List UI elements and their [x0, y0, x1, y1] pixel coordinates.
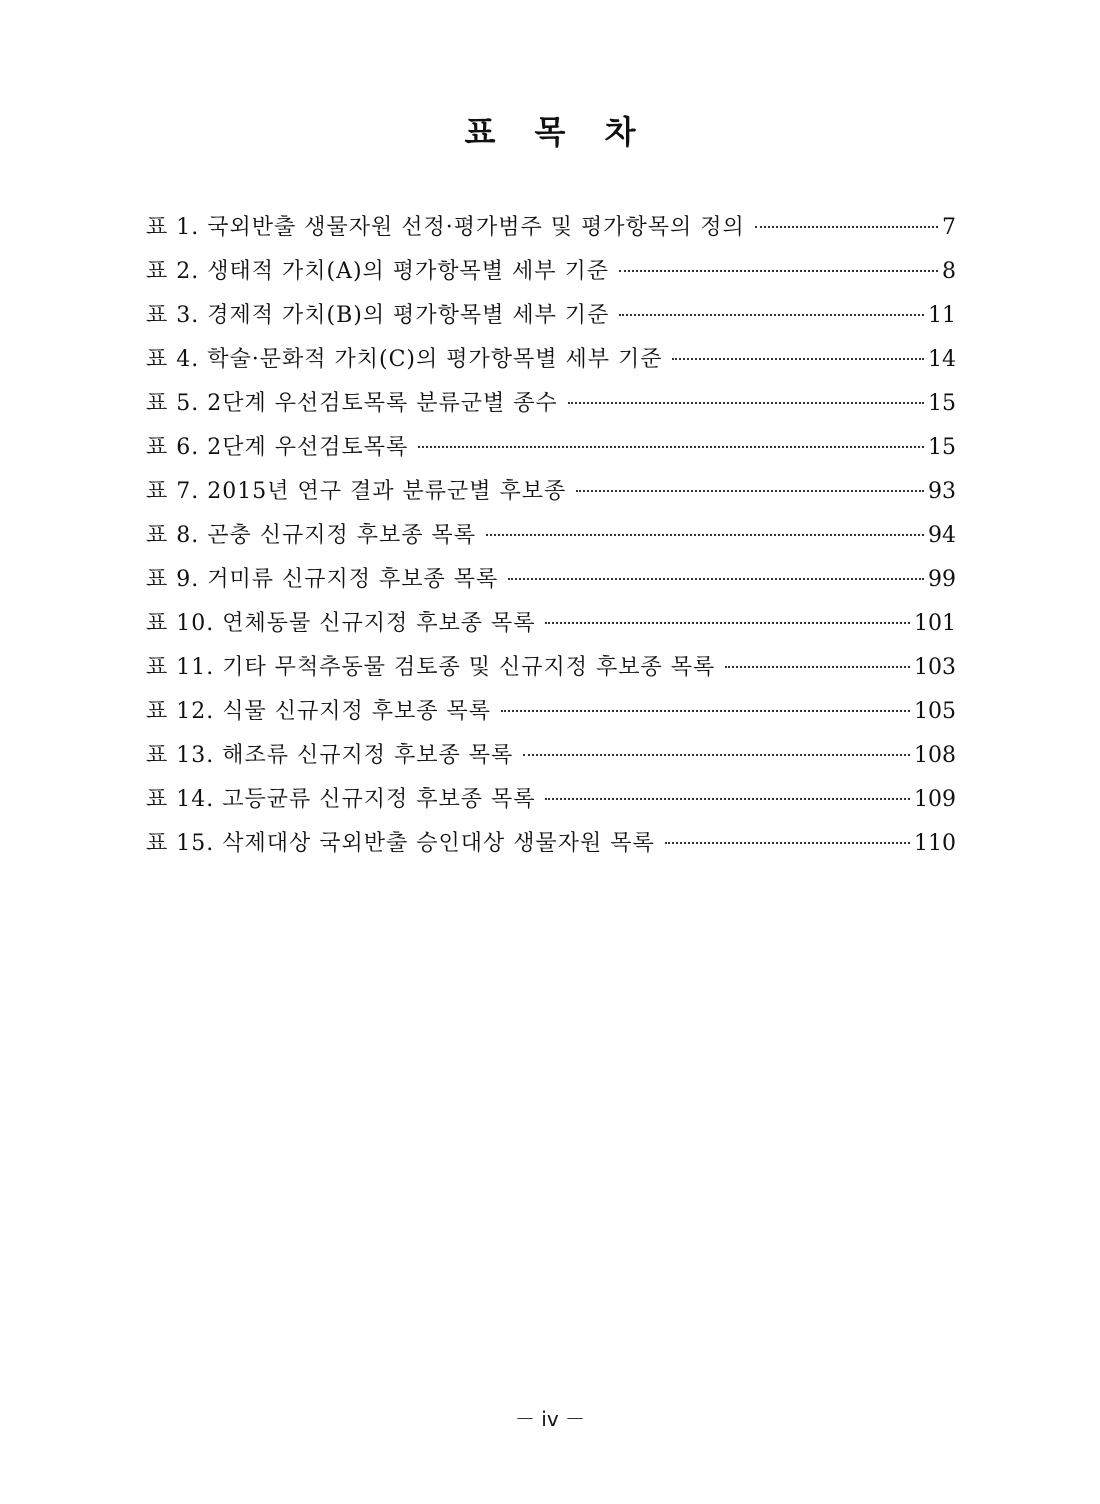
toc-entry-page: 109	[914, 787, 956, 812]
toc-entry-page: 99	[928, 567, 956, 592]
toc-entry-label: 표 11. 기타 무척추동물 검토종 및 신규지정 후보종 목록	[146, 655, 716, 680]
toc-entry[interactable]	[146, 294, 956, 338]
toc-entry-label: 표 5. 2단계 우선검토목록 분류군별 종수	[146, 391, 558, 416]
toc-entry[interactable]	[146, 602, 956, 646]
toc-entry-label: 표 7. 2015년 연구 결과 분류군별 후보종	[146, 479, 567, 504]
dot-leader	[755, 226, 938, 228]
toc-entry-page: 15	[928, 435, 956, 460]
toc-entry[interactable]	[146, 338, 956, 382]
toc-entry-page: 103	[914, 655, 956, 680]
toc-entry-page: 93	[928, 479, 956, 504]
toc-entry[interactable]	[146, 206, 956, 250]
toc-entry[interactable]	[146, 778, 956, 822]
toc-entry-label: 표 14. 고등균류 신규지정 후보종 목록	[146, 787, 536, 812]
table-of-contents	[146, 206, 956, 866]
toc-entry-label: 표 2. 생태적 가치(A)의 평가항목별 세부 기준	[146, 259, 610, 284]
toc-entry-label: 표 8. 곤충 신규지정 후보종 목록	[146, 523, 476, 548]
toc-entry-page: 15	[928, 391, 956, 416]
dot-leader	[619, 270, 938, 272]
dot-leader	[508, 578, 924, 580]
toc-entry[interactable]	[146, 690, 956, 734]
toc-entry-page: 110	[914, 831, 956, 856]
toc-entry[interactable]	[146, 734, 956, 778]
toc-entry[interactable]	[146, 426, 956, 470]
toc-entry-label: 표 10. 연체동물 신규지정 후보종 목록	[146, 611, 536, 636]
dot-leader	[725, 666, 910, 668]
dot-leader	[486, 534, 924, 536]
dot-leader	[619, 314, 924, 316]
toc-entry-page: 8	[942, 259, 956, 284]
toc-entry-label: 표 3. 경제적 가치(B)의 평가항목별 세부 기준	[146, 303, 610, 328]
dot-leader	[568, 402, 924, 404]
dot-leader	[523, 754, 910, 756]
toc-entry-page: 11	[928, 303, 956, 328]
toc-entry[interactable]	[146, 514, 956, 558]
toc-entry-label: 표 15. 삭제대상 국외반출 승인대상 생물자원 목록	[146, 831, 655, 856]
toc-entry-label: 표 9. 거미류 신규지정 후보종 목록	[146, 567, 499, 592]
toc-entry-label: 표 12. 식물 신규지정 후보종 목록	[146, 699, 491, 724]
toc-entry[interactable]	[146, 646, 956, 690]
toc-entry-page: 108	[914, 743, 956, 768]
dot-leader	[545, 622, 910, 624]
toc-entry-page: 7	[942, 215, 956, 240]
dot-leader	[672, 358, 924, 360]
page-number-footer: － iv －	[514, 1407, 586, 1431]
page-title: 표 목 차	[464, 113, 650, 151]
dot-leader	[665, 842, 910, 844]
toc-entry[interactable]	[146, 250, 956, 294]
toc-entry-label: 표 4. 학술·문화적 가치(C)의 평가항목별 세부 기준	[146, 347, 663, 372]
toc-entry[interactable]	[146, 822, 956, 866]
toc-entry-label: 표 6. 2단계 우선검토목록	[146, 435, 409, 460]
dot-leader	[545, 798, 910, 800]
dot-leader	[576, 490, 924, 492]
toc-entry[interactable]	[146, 382, 956, 426]
toc-entry-page: 94	[928, 523, 956, 548]
dot-leader	[418, 446, 924, 448]
dot-leader	[501, 710, 910, 712]
toc-entry-page: 14	[928, 347, 956, 372]
toc-entry-page: 105	[914, 699, 956, 724]
toc-entry[interactable]	[146, 470, 956, 514]
toc-entry[interactable]	[146, 558, 956, 602]
toc-entry-label: 표 13. 해조류 신규지정 후보종 목록	[146, 743, 514, 768]
toc-entry-label: 표 1. 국외반출 생물자원 선정·평가범주 및 평가항목의 정의	[146, 215, 745, 240]
toc-entry-page: 101	[914, 611, 956, 636]
